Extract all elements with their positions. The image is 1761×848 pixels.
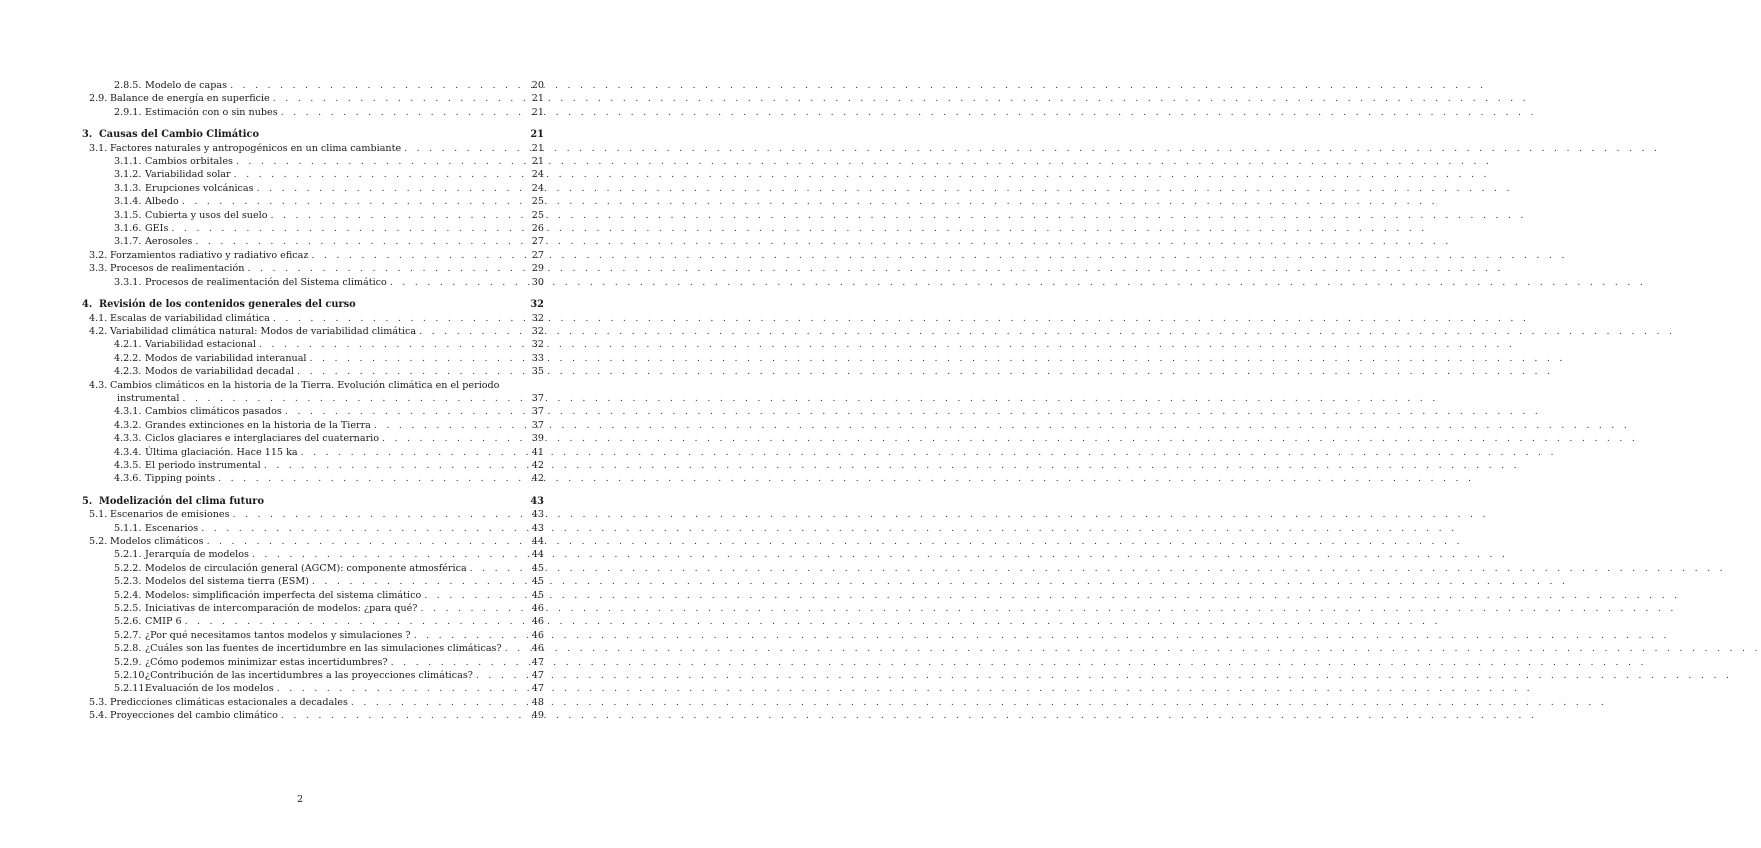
toc-entry-page: 20 (531, 80, 544, 91)
toc-entry-number: 4.3.4. (114, 446, 142, 458)
toc-entry-page: 30 (531, 276, 544, 288)
toc-subsection[interactable] (82, 405, 544, 418)
toc-entry-number: 4. (82, 299, 93, 311)
toc-subsection[interactable] (82, 352, 544, 365)
toc-entry-title: Modelización del clima futuro (99, 495, 265, 507)
toc-subsection[interactable] (82, 235, 544, 248)
toc-entry-page: 42 (531, 473, 544, 485)
toc-subsection[interactable] (82, 629, 544, 642)
toc-entry-page: 39 (531, 433, 544, 445)
toc-leader-dots (231, 168, 530, 181)
toc-leader-dots (388, 656, 530, 669)
toc-section[interactable] (82, 92, 544, 105)
toc-subsection[interactable] (82, 602, 544, 615)
toc-entry-page: 25 (531, 209, 544, 221)
toc-entry-page: 21 (531, 156, 544, 168)
toc-entry-page: 32 (531, 312, 544, 324)
toc-section[interactable] (82, 696, 544, 709)
toc-leader-dots (249, 548, 530, 561)
toc-leader-dots (244, 262, 530, 275)
toc-entry-title: GEIs (145, 223, 169, 235)
toc-entry-number: 4.3. (89, 379, 108, 391)
toc-leader-dots (416, 325, 530, 338)
toc-entry-title: Modelos de circulación general (AGCM): componente atmosférica (145, 562, 467, 574)
toc-entry-title: Variabilidad solar (145, 169, 231, 181)
toc-subsection[interactable] (82, 106, 544, 119)
toc-entry-page: 45 (531, 589, 544, 601)
toc-entry-title: Proyecciones del cambio climático (110, 710, 278, 722)
toc-entry-title: Modelos: simplificación imperfecta del sistema climático (145, 589, 422, 601)
toc-entry-number: 5.2.7. (114, 629, 142, 641)
toc-entry-title: Procesos de realimentación del Sistema climático (145, 276, 387, 288)
toc-entry-number: 4.1. (89, 312, 108, 324)
toc-subsection[interactable] (82, 656, 544, 669)
toc-entry-page: 44 (531, 549, 544, 561)
toc-entry-page: 21 (531, 106, 544, 118)
toc-subsection[interactable] (82, 182, 544, 195)
toc-entry-title: Procesos de realimentación (110, 263, 245, 275)
toc-entry-title: Causas del Cambio Climático (99, 129, 260, 141)
toc-entry-page: 32 (530, 299, 544, 311)
toc-entry-title: Tipping points (145, 473, 216, 485)
table-of-contents (82, 79, 544, 723)
toc-entry-page: 35 (531, 366, 544, 378)
toc-entry-number: 5.2. (89, 536, 108, 547)
toc-entry-number: 2.9. (89, 93, 108, 105)
toc-entry-title: Predicciones climáticas estacionales a decadales (110, 696, 348, 708)
toc-entry-title: Estimación con o sin nubes (145, 106, 278, 118)
toc-entry-number: 4.3.3. (114, 433, 142, 445)
page-number: 2 (296, 794, 304, 805)
toc-entry-title: ¿Cuáles son las fuentes de incertidumbre en las simulaciones climáticas? (145, 643, 502, 655)
toc-leader-dots (421, 589, 530, 602)
toc-entry-number: 5.2.9. (114, 656, 142, 668)
toc-entry-number: 5.1. (89, 509, 108, 521)
toc-leader-dots (270, 312, 530, 325)
toc-entry-number: 3.1.7. (114, 236, 142, 248)
toc-subsection[interactable] (82, 589, 544, 602)
toc-entry-title: Cubierta y usos del suelo (145, 209, 268, 221)
toc-subsection[interactable] (82, 155, 544, 168)
toc-leader-dots (227, 79, 530, 92)
toc-section[interactable] (82, 325, 544, 338)
toc-entry-number: 5.2.5. (114, 603, 142, 615)
toc-entry-title: ¿Por qué necesitamos tantos modelos y simulaciones ? (145, 629, 411, 641)
toc-entry-page: 46 (531, 603, 544, 615)
toc-entry-number: 4.2.2. (114, 352, 142, 364)
toc-leader-dots (411, 629, 530, 642)
toc-entry-title: Albedo (145, 196, 179, 208)
toc-leader-dots (198, 522, 530, 535)
toc-entry-page: 32 (531, 325, 544, 337)
toc-chapter[interactable] (82, 298, 544, 311)
toc-section[interactable] (82, 709, 544, 722)
toc-leader-dots (387, 276, 530, 289)
toc-chapter[interactable] (82, 128, 544, 141)
toc-entry-number: 5.2.11. (114, 683, 148, 695)
toc-leader-dots (401, 142, 530, 155)
toc-entry-number: 3.1. (89, 142, 108, 154)
toc-entry-title: Variabilidad climática natural: Modos de variabilidad climática (110, 325, 417, 337)
toc-leader-dots (309, 575, 530, 588)
toc-entry-page: 37 (531, 419, 544, 431)
toc-leader-dots (371, 419, 530, 432)
toc-entry-page: 48 (531, 696, 544, 708)
toc-entry-page: 21 (530, 129, 544, 141)
toc-subsection[interactable] (82, 222, 544, 235)
toc-entry-number: 4.3.5. (114, 459, 142, 471)
toc-entry-page: 37 (531, 406, 544, 418)
toc-entry-number: 3.1.4. (114, 196, 142, 208)
toc-leader-dots (182, 615, 530, 628)
toc-entry-page: 45 (531, 562, 544, 574)
toc-subsection[interactable] (82, 669, 544, 682)
toc-entry-page: 46 (531, 616, 544, 628)
toc-section[interactable] (82, 312, 544, 325)
toc-subsection[interactable] (82, 338, 544, 351)
toc-entry-title: El periodo instrumental (145, 459, 261, 471)
toc-entry-title: Última glaciación. Hace 115 ka (145, 446, 298, 458)
toc-entry-page: 24 (531, 169, 544, 181)
toc-entry-number: 5. (82, 495, 93, 507)
toc-leader-dots (348, 696, 530, 709)
toc-entry-page: 41 (531, 446, 544, 458)
toc-entry-title: Cambios climáticos pasados (145, 406, 282, 418)
toc-leader-dots (379, 432, 530, 445)
toc-entry-title: Modelos del sistema tierra (ESM) (145, 576, 309, 588)
toc-subsection[interactable] (82, 209, 544, 222)
toc-entry-number: 3.3. (89, 263, 108, 275)
toc-subsection[interactable] (82, 79, 544, 92)
toc-leader-dots (230, 508, 530, 521)
toc-entry-number: 4.2. (89, 325, 108, 337)
toc-section[interactable] (82, 379, 544, 406)
toc-entry-title: Aerosoles (145, 236, 193, 248)
toc-entry-title: Jerarquía de modelos (145, 549, 249, 561)
toc-subsection[interactable] (82, 195, 544, 208)
toc-entry-title: Revisión de los contenidos generales del curso (99, 299, 356, 311)
toc-entry-title: Balance de energía en superficie (110, 93, 270, 105)
toc-chapter[interactable] (82, 495, 544, 508)
toc-entry-title: Cambios orbitales (145, 156, 233, 168)
toc-entry-page: 27 (531, 249, 544, 261)
toc-entry-page: 47 (531, 656, 544, 668)
toc-entry-number: 5.1.1. (114, 522, 142, 534)
toc-entry-title: Erupciones volcánicas (145, 182, 254, 194)
toc-leader-dots (215, 472, 530, 485)
toc-entry-page: 26 (531, 223, 544, 235)
toc-entry-number: 5.2.1. (114, 549, 142, 561)
toc-leader-dots (256, 338, 530, 351)
toc-entry-title: Ciclos glaciares e interglaciares del cuaternario (145, 433, 380, 445)
toc-entry-number: 3.2. (89, 249, 108, 261)
toc-subsection[interactable] (82, 446, 544, 459)
toc-leader-dots (179, 195, 530, 208)
toc-leader-dots (168, 222, 530, 235)
toc-entry-number: 5.2.3. (114, 576, 142, 588)
toc-entry-page: 29 (531, 263, 544, 275)
toc-entry-number: 5.2.10. (114, 670, 148, 682)
toc-entry-page: 44 (531, 536, 544, 547)
toc-entry-title: Modos de variabilidad decadal (145, 366, 295, 378)
toc-entry-number: 5.2.6. (114, 616, 142, 628)
toc-entry-number: 3.1.6. (114, 223, 142, 235)
toc-entry-number: 5.2.4. (114, 589, 142, 601)
toc-leader-dots (308, 249, 530, 262)
toc-entry-title: Iniciativas de intercomparación de modelos: ¿para qué? (145, 603, 418, 615)
toc-entry-page: 25 (531, 196, 544, 208)
toc-subsection[interactable] (82, 548, 544, 561)
toc-entry-number: 3.1.2. (114, 169, 142, 181)
toc-subsection[interactable] (82, 419, 544, 432)
toc-leader-dots (282, 405, 530, 418)
toc-entry-number: 3.3.1. (114, 276, 142, 288)
toc-leader-dots (270, 92, 530, 105)
toc-leader-dots (298, 446, 530, 459)
toc-entry-title: Escalas de variabilidad climática (110, 312, 270, 324)
toc-entry-page: 24 (531, 182, 544, 194)
toc-leader-dots (192, 235, 530, 248)
toc-leader-dots (502, 642, 530, 655)
toc-subsection[interactable] (82, 472, 544, 485)
toc-section[interactable] (82, 249, 544, 262)
toc-leader-dots (179, 392, 530, 405)
toc-subsection[interactable] (82, 615, 544, 628)
toc-subsection[interactable] (82, 562, 544, 575)
toc-entry-number: 4.3.2. (114, 419, 142, 431)
toc-subsection[interactable] (82, 642, 544, 655)
toc-entry-number: 4.2.3. (114, 366, 142, 378)
toc-leader-dots (417, 602, 530, 615)
toc-entry-page: 47 (531, 670, 544, 682)
toc-entry-page: 45 (531, 576, 544, 588)
toc-entry-title: Escenarios (145, 522, 199, 534)
toc-subsection[interactable] (82, 522, 544, 535)
toc-entry-number: 5.2.2. (114, 562, 142, 574)
toc-entry-page: 46 (531, 629, 544, 641)
toc-leader-dots (204, 535, 530, 548)
toc-entry-title: Evaluación de los modelos (145, 683, 274, 695)
toc-entry-page: 21 (531, 142, 544, 154)
toc-subsection[interactable] (82, 575, 544, 588)
toc-entry-title: CMIP 6 (145, 616, 182, 628)
toc-entry-page: 33 (531, 352, 544, 364)
toc-leader-dots (254, 182, 530, 195)
toc-entry-page: 49 (531, 710, 544, 722)
toc-subsection[interactable] (82, 682, 544, 695)
toc-entry-number: 5.2.8. (114, 643, 142, 655)
toc-leader-dots (278, 106, 530, 119)
toc-entry-number: 3. (82, 129, 93, 141)
toc-leader-dots (261, 459, 530, 472)
toc-section[interactable] (82, 262, 544, 275)
toc-entry-page: 47 (531, 683, 544, 695)
toc-entry-title: Forzamientos radiativo y radiativo eficaz (110, 249, 309, 261)
toc-entry-page: 37 (531, 392, 544, 404)
toc-entry-title: Factores naturales y antropogénicos en un clima cambiante (110, 142, 402, 154)
toc-subsection[interactable] (82, 365, 544, 378)
toc-entry-title: Modos de variabilidad interanual (145, 352, 307, 364)
toc-entry-page: 46 (531, 643, 544, 655)
toc-entry-title: Grandes extinciones en la historia de la Tierra (145, 419, 371, 431)
toc-entry-number: 3.1.5. (114, 209, 142, 221)
toc-entry-page: 27 (531, 236, 544, 248)
toc-leader-dots (233, 155, 530, 168)
toc-subsection[interactable] (82, 432, 544, 445)
toc-entry-number: 4.3.6. (114, 473, 142, 485)
toc-leader-dots (467, 562, 530, 575)
toc-entry-title: Cambios climáticos en la historia de la Tierra. Evolución climática en el periodo (110, 379, 500, 391)
toc-entry-page: 43 (531, 509, 544, 521)
toc-entry-page: 21 (531, 93, 544, 105)
toc-entry-number: 5.3. (89, 696, 108, 708)
toc-leader-dots (473, 669, 530, 682)
toc-entry-page: 42 (531, 459, 544, 471)
toc-entry-number: 3.1.3. (114, 182, 142, 194)
toc-entry-title: Escenarios de emisiones (110, 509, 230, 521)
toc-entry-number: 5.4. (89, 710, 108, 722)
toc-entry-number: 3.1.1. (114, 156, 142, 168)
toc-leader-dots (268, 209, 531, 222)
toc-section[interactable] (82, 535, 544, 548)
toc-entry-title: ¿Contribución de las incertidumbres a las proyecciones climáticas? (145, 670, 473, 682)
toc-section[interactable] (82, 508, 544, 521)
toc-entry-page: 43 (530, 495, 544, 507)
toc-entry-page: 43 (531, 522, 544, 534)
toc-leader-dots (278, 709, 530, 722)
toc-entry-number: 2.9.1. (114, 106, 142, 118)
toc-subsection[interactable] (82, 459, 544, 472)
toc-section[interactable] (82, 142, 544, 155)
toc-entry-title: Variabilidad estacional (145, 339, 256, 351)
toc-entry-title: Modelo de capas (145, 80, 228, 91)
toc-entry-title: ¿Cómo podemos minimizar estas incertidumbres? (145, 656, 388, 668)
toc-entry-number: 4.3.1. (114, 406, 142, 418)
toc-entry-title-continued: instrumental (117, 392, 180, 404)
document-page (0, 0, 600, 848)
toc-subsection[interactable] (82, 168, 544, 181)
toc-leader-dots (294, 365, 530, 378)
toc-leader-dots (274, 682, 530, 695)
toc-entry-title: Modelos climáticos (110, 536, 204, 547)
toc-leader-dots (307, 352, 530, 365)
toc-entry-number: 4.2.1. (114, 339, 142, 351)
toc-subsection[interactable] (82, 276, 544, 289)
toc-entry-number: 2.8.5. (114, 80, 142, 91)
toc-entry-page: 32 (531, 339, 544, 351)
